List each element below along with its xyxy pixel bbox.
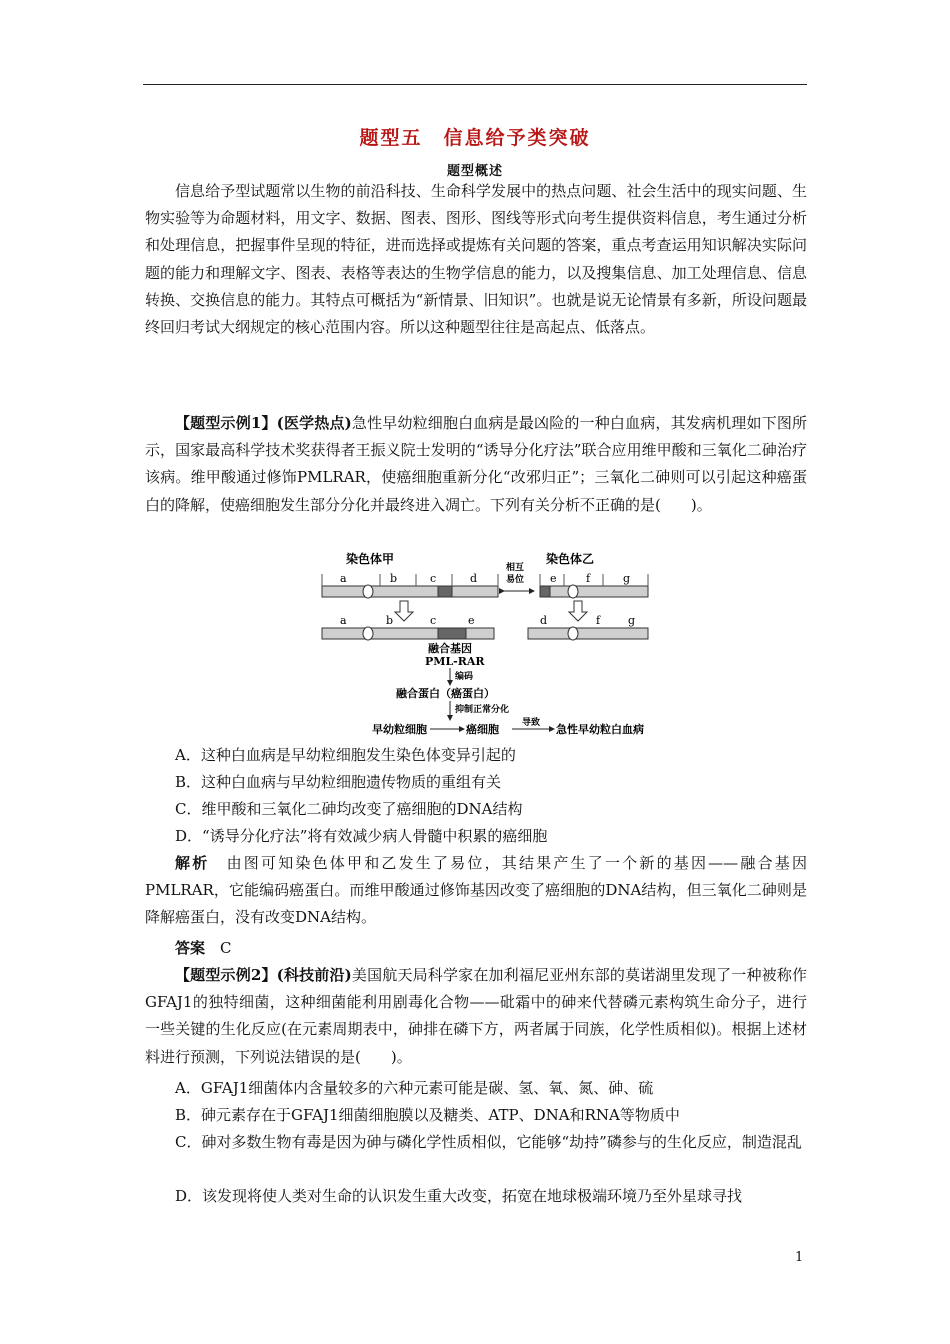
- answer-label: 答案: [175, 939, 206, 957]
- inhibit-label: 抑制正常分化: [455, 705, 510, 715]
- example1-answer: [175, 935, 232, 962]
- example1-label: 【题型示例1】: [175, 414, 277, 432]
- overview-paragraph: 信息给予型试题常以生物的前沿科技、生命科学发展中的热点问题、社会生活中的现实问题、生物实验等为命题材料，用文字、数据、图表、图形、图线等形式向考生提供资料信息，考生通过分析和处理信息，把握事件呈现的特征，进而选择或提炼有关问题的答案，重点考查运用知识解决实际问题的能力和理解文字、图表、表格等表达的生物学信息的能力，以及搜集信息、加工处理信息、信息转换、交换信息的能力。其特点可概括为“新情景、旧知识”。也就是说无论情景有多新，所设问题最终回归考试大纲规定的核心范围内容。所以这种题型往往是高起点、低落点。: [145, 182, 807, 337]
- chromosome-a-c-region: [438, 586, 452, 597]
- chromosome-translocation-diagram: [318, 548, 668, 742]
- example2-stem: [145, 962, 807, 1071]
- centromere-b-translocated: [568, 627, 578, 640]
- encode-label: 编码: [455, 672, 474, 682]
- chromosome-b-bar: [540, 586, 648, 597]
- swap-label-2: 易位: [506, 575, 525, 585]
- gene-label: f: [586, 572, 591, 585]
- gene-label: g: [628, 614, 636, 627]
- gene-label: c: [430, 614, 437, 627]
- down-arrow-icon: [569, 601, 587, 621]
- disease-label: 急性早幼粒白血病: [556, 723, 644, 736]
- analysis-label: 解析: [175, 854, 210, 872]
- gene-label: e: [468, 614, 475, 627]
- page-number: 1: [795, 1250, 804, 1265]
- fusion-gene-name: PML-RAR: [425, 655, 485, 668]
- example2-text: 美国航天局科学家在加利福尼亚州东部的莫诺湖里发现了一种被称作GFAJ1的独特细菌，这种细菌能利用剧毒化合物——砒霜中的砷来代替磷元素构筑生命分子，进行一些关键的生化反应(在元素周期表中，砷排在磷下方，两者属于同族，化学性质相似)。根据上述材料进行预测，下列说法错误的是( )。: [145, 966, 807, 1066]
- chromosome-a-bar: [322, 586, 498, 597]
- example2-option-a: A．GFAJ1细菌体内含量较多的六种元素可能是碳、氢、氧、氮、砷、硫: [175, 1079, 654, 1097]
- gene-label: c: [430, 572, 437, 585]
- cell-start-label: 早幼粒细胞: [372, 723, 427, 736]
- centromere-a-fused: [363, 627, 373, 640]
- down-arrow-icon: [395, 601, 413, 621]
- fusion-protein-label: 融合蛋白（癌蛋白）: [396, 687, 495, 700]
- gene-label: g: [623, 572, 631, 585]
- example2-option-d: D．该发现将使人类对生命的认识发生重大改变，拓宽在地球极端环境乃至外星球寻找: [175, 1187, 743, 1205]
- swap-label: 相互: [506, 563, 525, 573]
- example2-tag: (科技前沿): [276, 966, 352, 984]
- gene-label: d: [540, 614, 548, 627]
- gene-label: a: [340, 572, 347, 585]
- fusion-gene-region: [438, 628, 466, 639]
- page-title: 题型五 信息给予类突破: [359, 127, 591, 149]
- chromosome-b-label: 染色体乙: [546, 552, 595, 566]
- example2-option-b: B．砷元素存在于GFAJ1细菌细胞膜以及糖类、ATP、DNA和RNA等物质中: [175, 1106, 680, 1124]
- example1-option-d: D．“诱导分化疗法”将有效减少病人骨髓中积累的癌细胞: [175, 827, 548, 845]
- fused-chromosome-bar: [322, 628, 494, 639]
- chromosome-b-translocated-bar: [528, 628, 648, 639]
- example1-text: 急性早幼粒细胞白血病是最凶险的一种白血病，其发病机理如下图所示，国家最高科学技术奖获得者王振义院士发明的“诱导分化疗法”联合应用维甲酸和三氧化二砷治疗该病。维甲酸通过修饰PMLRAR，使癌细胞重新分化“改邪归正”；三氧化二砷则可以引起这种癌蛋白的降解，使癌细胞发生部分分化并最终进入凋亡。下列有关分析不正确的是( )。: [145, 414, 807, 514]
- example1-analysis: [145, 850, 807, 932]
- example2-label: 【题型示例2】: [175, 966, 277, 984]
- analysis-text: 由图可知染色体甲和乙发生了易位，其结果产生了一个新的基因——融合基因PMLRAR，它能编码癌蛋白。而维甲酸通过修饰基因改变了癌细胞的DNA结构，但三氧化二砷则是降解癌蛋白，没有改变DNA结构。: [145, 854, 807, 927]
- centromere-a: [363, 585, 373, 598]
- example1-tag: (医学热点): [276, 414, 352, 432]
- chromosome-b-e-region: [540, 586, 550, 597]
- chromosome-a-label: 染色体甲: [346, 552, 395, 566]
- example1-option-b: B．这种白血病与早幼粒细胞遗传物质的重组有关: [175, 773, 502, 791]
- fusion-gene-label: 融合基因: [428, 642, 472, 655]
- header-rule: [143, 84, 807, 85]
- gene-label: b: [390, 572, 398, 585]
- gene-label: d: [470, 572, 478, 585]
- gene-label: f: [596, 614, 601, 627]
- gene-label: a: [340, 614, 347, 627]
- section-subtitle: 题型概述: [446, 164, 503, 179]
- diagram-svg: [318, 548, 668, 738]
- cancer-cell-label: 癌细胞: [466, 723, 499, 736]
- gene-label: e: [550, 572, 557, 585]
- example1-stem: [145, 410, 807, 519]
- example2-option-c: C．砷对多数生物有毒是因为砷与磷化学性质相似，它能够“劫持”磷参与的生化反应，制造混乱: [175, 1133, 802, 1151]
- leads-label: 导致: [522, 718, 541, 728]
- answer-value: C: [220, 939, 232, 957]
- example1-option-c: C．维甲酸和三氧化二砷均改变了癌细胞的DNA结构: [175, 800, 523, 818]
- centromere-b: [568, 585, 578, 598]
- gene-label: b: [386, 614, 394, 627]
- example1-option-a: A．这种白血病是早幼粒细胞发生染色体变异引起的: [175, 746, 516, 764]
